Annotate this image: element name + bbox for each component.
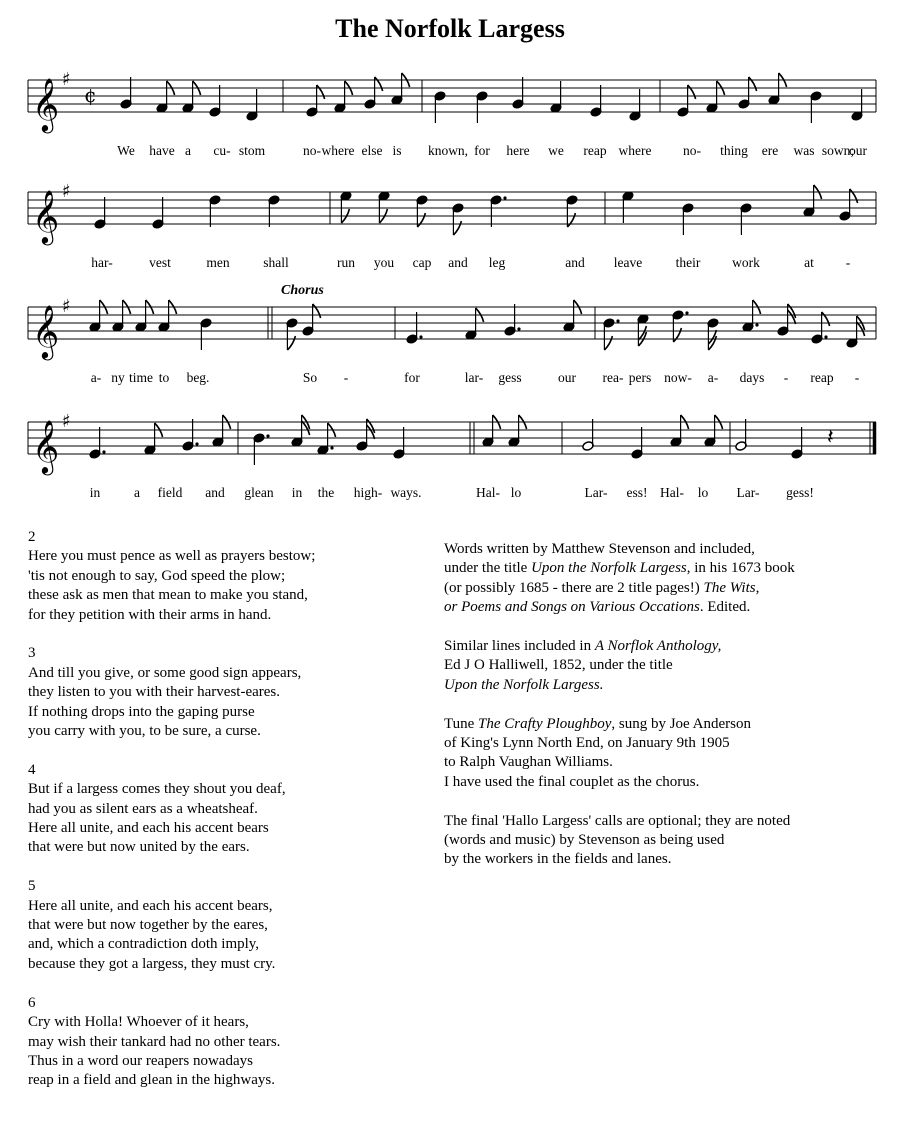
note-paragraph <box>444 637 884 695</box>
verse-number: 3 <box>28 645 36 662</box>
note-text: Similar lines included in <box>444 638 595 655</box>
note <box>340 191 352 223</box>
note <box>550 81 562 113</box>
lyric-syllable: and <box>205 485 225 500</box>
note <box>158 300 177 332</box>
note-text: I have used the final couplet as the chorus. <box>444 773 700 790</box>
lyric-syllable: ways. <box>390 485 422 500</box>
note-line <box>444 831 884 850</box>
verse-block <box>28 761 428 858</box>
lyric-syllable: - <box>783 370 789 385</box>
lyric-syllable: a- <box>90 370 102 385</box>
lyric-syllable: and <box>448 255 468 270</box>
verse-line: Here all unite, and each his accent bears, <box>28 897 273 914</box>
lyric-syllable: gess <box>498 370 522 385</box>
lyric-syllable: our <box>849 143 867 158</box>
note-text: of King's Lynn North End, on January 9th 1905 <box>444 735 730 752</box>
lyric-syllable: run <box>337 255 355 270</box>
lyric-syllable: in <box>291 485 303 500</box>
note-line <box>444 850 884 869</box>
note <box>416 195 428 227</box>
lyric-syllable: cu- <box>213 143 231 158</box>
lyric-syllable: - <box>854 370 860 385</box>
verse-line: they listen to you with their harvest-eares. <box>28 684 281 701</box>
note <box>246 89 258 121</box>
verse-line: that were but now together by the eares, <box>28 917 268 934</box>
lyric-syllable: Hal- <box>476 485 500 500</box>
verse-line: And till you give, or some good sign appears, <box>28 664 302 681</box>
note <box>393 427 405 459</box>
note <box>135 300 154 332</box>
note-title-text: The Wits, <box>703 579 760 596</box>
lyric-syllable: - <box>845 255 851 270</box>
verse-line: Here all unite, and each his accent bears <box>28 820 269 837</box>
lyric-syllable: ess! <box>626 485 648 500</box>
note <box>706 81 725 113</box>
note-text: to Ralph Vaughan Williams. <box>444 754 613 771</box>
verse-line: Thus in a word our reapers nowadays <box>28 1052 253 1069</box>
note <box>209 85 221 117</box>
lyric-syllable: beg. <box>186 370 210 385</box>
note-line <box>444 637 884 656</box>
verse-number: 6 <box>28 994 36 1011</box>
note-text: , in his 1673 book <box>686 560 795 577</box>
verse-block <box>28 528 428 625</box>
lyric-syllable: reap <box>583 143 607 158</box>
note-line <box>444 559 884 578</box>
note-text: under the title <box>444 560 532 577</box>
verse-line: But if a largess comes they shout you deaf, <box>28 781 286 798</box>
note <box>291 415 310 447</box>
note-text: (or possibly 1685 - there are 2 title pages!) <box>444 579 704 596</box>
note <box>152 197 164 229</box>
lyric-syllable: stom <box>238 143 266 158</box>
note <box>482 415 501 447</box>
lyric-syllable: lar- <box>464 370 484 385</box>
lyric-syllable: vest <box>149 255 171 270</box>
note-text: , sung by Joe Anderson <box>611 715 751 732</box>
note <box>827 425 834 450</box>
note <box>682 203 694 235</box>
verse-block <box>28 877 428 974</box>
lyric-syllable: our <box>558 370 576 385</box>
note <box>156 81 175 113</box>
svg-text:𝄞: 𝄞 <box>32 304 60 358</box>
note <box>622 191 634 223</box>
note-text: Tune <box>444 715 479 732</box>
svg-text:𝄞: 𝄞 <box>32 77 60 131</box>
staff-notation <box>0 412 900 472</box>
note-line <box>444 715 884 734</box>
note-text: . Edited. <box>699 599 751 616</box>
note <box>742 300 761 332</box>
lyric-syllable: So <box>302 370 318 385</box>
lyric-syllable: now- <box>664 370 692 385</box>
lyric-syllable: at <box>804 255 814 270</box>
note <box>476 91 488 123</box>
note <box>768 73 787 105</box>
lyric-syllable: har- <box>91 255 113 270</box>
lyric-syllable: where <box>618 143 652 158</box>
lyric-syllable: sown; <box>821 143 855 158</box>
svg-text:𝄞: 𝄞 <box>32 419 60 473</box>
note <box>286 318 298 350</box>
lyric-syllable: leg <box>488 255 506 270</box>
note-line <box>444 598 884 617</box>
note <box>378 191 390 223</box>
source-notes <box>444 540 884 889</box>
note-line <box>444 773 884 792</box>
music-system-1 <box>0 70 900 160</box>
note <box>212 415 231 447</box>
note <box>582 419 594 451</box>
lyric-syllable: shall <box>263 255 289 270</box>
note-title-text: A Norflok Anthology, <box>594 638 722 655</box>
lyric-syllable: was <box>793 143 815 158</box>
key-sharp-icon: ♯ <box>62 296 71 317</box>
lyric-syllable: reap <box>810 370 834 385</box>
note <box>735 419 747 451</box>
music-system-2 <box>0 182 900 272</box>
lyric-syllable: known, <box>427 143 469 158</box>
verse-line: you carry with you, to be sure, a curse. <box>28 723 261 740</box>
verse-block <box>28 994 428 1091</box>
lyric-syllable: else <box>361 143 383 158</box>
note-line <box>444 734 884 753</box>
note <box>670 415 689 447</box>
note <box>631 427 643 459</box>
note-paragraph <box>444 812 884 870</box>
music-system-4 <box>0 412 900 502</box>
note-line <box>444 540 884 559</box>
lyric-syllable: is <box>392 143 402 158</box>
verses <box>28 528 428 1110</box>
note-paragraph <box>444 715 884 793</box>
note <box>391 73 410 105</box>
lyric-syllable: cap <box>412 255 432 270</box>
note <box>209 195 221 227</box>
lyric-syllable: work <box>732 255 760 270</box>
note <box>590 85 602 117</box>
verse-line: had you as silent ears as a wheatsheaf. <box>28 800 258 817</box>
note <box>465 308 484 340</box>
lyric-syllable: field <box>157 485 183 500</box>
note <box>707 318 719 350</box>
note <box>94 197 106 229</box>
note-text: Words written by Matthew Stevenson and included, <box>444 541 755 557</box>
key-sharp-icon: ♯ <box>62 69 71 90</box>
lyric-syllable: and <box>565 255 585 270</box>
lyric-syllable: Lar- <box>736 485 760 500</box>
note <box>268 195 280 227</box>
lyric-syllable: we <box>548 143 564 158</box>
lyric-syllable: gess! <box>786 485 814 500</box>
treble-clef-icon <box>32 304 59 360</box>
note <box>566 195 578 227</box>
lyric-syllable: a <box>134 485 140 500</box>
lyric-syllable: Hal- <box>660 485 684 500</box>
lyric-syllable: have <box>149 143 175 158</box>
lyric-syllable: you <box>373 255 395 270</box>
lyric-syllable: glean <box>244 485 274 500</box>
note-line <box>444 656 884 675</box>
note-title-text: Upon the Norfolk Largess <box>531 560 687 577</box>
verse-line: may wish their tankard had no other tears. <box>28 1033 281 1050</box>
note-paragraph <box>444 540 884 618</box>
lyric-syllable: here <box>506 143 530 158</box>
lyric-syllable: high- <box>353 485 383 500</box>
note <box>452 203 464 235</box>
lyric-syllable: ny <box>111 370 125 385</box>
lyric-syllable: for <box>404 370 420 385</box>
note-text: Ed J O Halliwell, 1852, under the title <box>444 657 673 674</box>
note <box>846 316 865 348</box>
key-sharp-icon: ♯ <box>62 411 71 432</box>
note <box>434 91 446 123</box>
lyric-syllable: no- <box>303 143 321 158</box>
lyric-syllable: We <box>117 143 135 158</box>
lyric-syllable: for <box>474 143 490 158</box>
note-title-text: or Poems and Songs on Various Occations <box>444 599 700 616</box>
note <box>317 423 336 455</box>
note <box>120 77 132 109</box>
note-line <box>444 753 884 772</box>
lyric-syllable: their <box>675 255 701 270</box>
lyric-syllable: ere <box>761 143 779 158</box>
verse-line: for they petition with their arms in hand. <box>28 606 272 623</box>
note <box>334 81 353 113</box>
note <box>629 89 641 121</box>
note <box>512 77 524 109</box>
lyric-syllable: a- <box>707 370 719 385</box>
note <box>144 423 163 455</box>
note <box>803 185 822 217</box>
verse-line: these ask as men that mean to make you stand, <box>28 587 308 604</box>
lyric-syllable: a <box>185 143 191 158</box>
lyric-syllable: no- <box>683 143 701 158</box>
note <box>740 203 752 235</box>
note <box>791 427 803 459</box>
lyric-syllable: leave <box>613 255 643 270</box>
note <box>637 314 649 346</box>
verse-line: reap in a field and glean in the highways. <box>28 1072 276 1089</box>
note-title-text: The Crafty Ploughboy <box>478 715 612 732</box>
note <box>89 300 108 332</box>
lyric-syllable: - <box>343 370 349 385</box>
verse-line: and, which a contradiction doth imply, <box>28 936 260 953</box>
lyric-syllable: time <box>129 370 153 385</box>
cut-time-icon: ¢ <box>84 83 97 107</box>
svg-text:𝄞: 𝄞 <box>32 189 60 243</box>
note <box>704 415 723 447</box>
song-title: The Norfolk Largess <box>335 14 565 43</box>
lyric-syllable: pers <box>628 370 652 385</box>
lyric-syllable: to <box>158 370 170 385</box>
note-line <box>444 579 884 598</box>
lyric-syllable: rea- <box>602 370 624 385</box>
staff-notation <box>0 297 900 357</box>
treble-clef-icon <box>32 77 59 133</box>
verse-number: 5 <box>28 878 36 895</box>
lyric-syllable: days <box>739 370 765 385</box>
staff-notation <box>0 70 900 130</box>
note-line <box>444 812 884 831</box>
lyric-syllable: in <box>89 485 101 500</box>
lyric-syllable: Lar- <box>584 485 608 500</box>
note <box>851 89 863 121</box>
note-text: (words and music) by Stevenson as being used <box>444 832 725 849</box>
lyric-syllable: thing <box>720 143 748 158</box>
lyric-syllable: the <box>317 485 335 500</box>
note-text: by the workers in the fields and lanes. <box>444 851 672 868</box>
treble-clef-icon <box>32 189 59 245</box>
note-title-text: Upon the Norfolk Largess. <box>444 676 604 693</box>
verse-number: 2 <box>28 529 36 545</box>
staff-notation <box>0 182 900 242</box>
note-line <box>444 676 884 695</box>
note <box>200 318 212 350</box>
svg-text:𝄽: 𝄽 <box>827 425 834 450</box>
note <box>563 300 582 332</box>
verse-number: 4 <box>28 761 36 778</box>
chorus-label: Chorus <box>281 283 324 298</box>
lyric-syllable: men <box>206 255 230 270</box>
note <box>508 415 527 447</box>
verse-line: 'tis not enough to say, God speed the plow; <box>28 567 286 584</box>
verse-line: because they got a largess, they must cry. <box>28 955 276 972</box>
treble-clef-icon <box>32 419 59 475</box>
key-sharp-icon: ♯ <box>62 181 71 202</box>
verse-line: If nothing drops into the gaping purse <box>28 703 255 720</box>
verse-line: Here you must pence as well as prayers bestow; <box>28 548 316 565</box>
music-system-3 <box>0 283 900 387</box>
lyric-syllable: where <box>321 143 355 158</box>
note <box>182 81 201 113</box>
note <box>112 300 131 332</box>
verse-block <box>28 644 428 741</box>
verse-line: Cry with Holla! Whoever of it hears, <box>28 1014 249 1031</box>
note <box>810 91 822 123</box>
note-text: The final 'Hallo Largess' calls are optional; they are noted <box>444 812 791 829</box>
verse-line: that were but now united by the ears. <box>28 839 250 856</box>
lyric-syllable: lo <box>697 485 709 500</box>
lyric-syllable: lo <box>510 485 522 500</box>
